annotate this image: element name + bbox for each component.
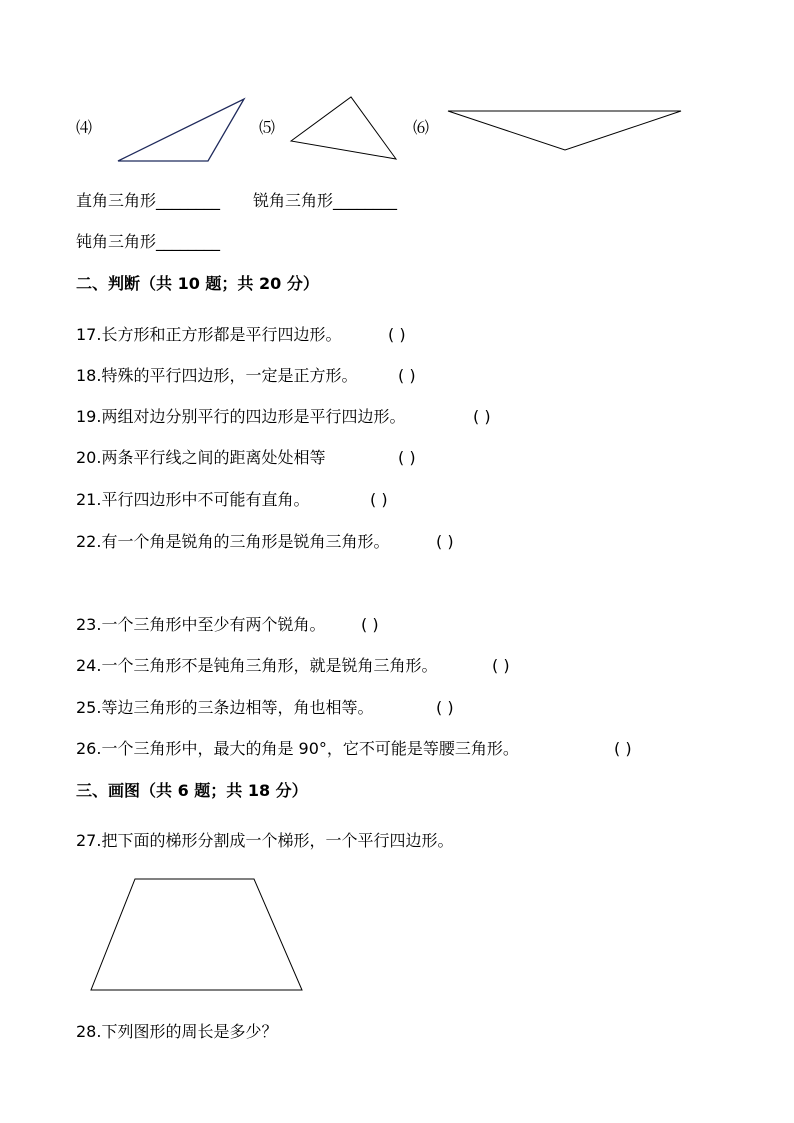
question-23-text: 23.一个三角形中至少有两个锐角。 [76,615,326,634]
question-23-answer-paren[interactable]: ( ) [361,615,379,634]
right-triangle-blank[interactable]: 直角三角形________ [76,191,221,210]
question-25-answer-paren[interactable]: ( ) [436,698,454,717]
question-24-answer-paren[interactable]: ( ) [492,656,510,675]
question-26-text: 26.一个三角形中，最大的角是 90°，它不可能是等腰三角形。 [76,739,519,758]
question-21-text: 21.平行四边形中不可能有直角。 [76,490,310,509]
question-28-text: 28.下列图形的周长是多少？ [76,1022,278,1041]
trapezoid-shape [91,879,302,990]
question-20-text: 20.两条平行线之间的距离处处相等 [76,448,326,467]
question-27-text: 27.把下面的梯形分割成一个梯形，一个平行四边形。 [76,831,454,850]
question-18-answer-paren[interactable]: ( ) [398,366,416,385]
question-26-answer-paren[interactable]: ( ) [614,739,632,758]
question-25-text: 25.等边三角形的三条边相等，角也相等。 [76,698,374,717]
question-19-answer-paren[interactable]: ( ) [473,407,491,426]
question-22-text: 22.有一个角是锐角的三角形是锐角三角形。 [76,532,390,551]
figure-label-5: ⑸ [259,118,276,137]
figure-label-6: ⑹ [413,118,430,137]
section-2-heading: 二、判断（共 10 题；共 20 分） [76,274,319,293]
question-22-answer-paren[interactable]: ( ) [436,532,454,551]
section-3-heading: 三、画图（共 6 题；共 18 分） [76,781,308,800]
question-19-text: 19.两组对边分别平行的四边形是平行四边形。 [76,407,406,426]
question-17-text: 17.长方形和正方形都是平行四边形。 [76,325,342,344]
acute-triangle-blank[interactable]: 锐角三角形________ [253,191,398,210]
question-20-answer-paren[interactable]: ( ) [398,448,416,467]
question-17-answer-paren[interactable]: ( ) [388,325,406,344]
question-24-text: 24.一个三角形不是钝角三角形，就是锐角三角形。 [76,656,438,675]
question-21-answer-paren[interactable]: ( ) [370,490,388,509]
obtuse-triangle-blank[interactable]: 钝角三角形________ [76,232,221,251]
question-18-text: 18.特殊的平行四边形，一定是正方形。 [76,366,358,385]
figure-label-4: ⑷ [76,118,93,137]
